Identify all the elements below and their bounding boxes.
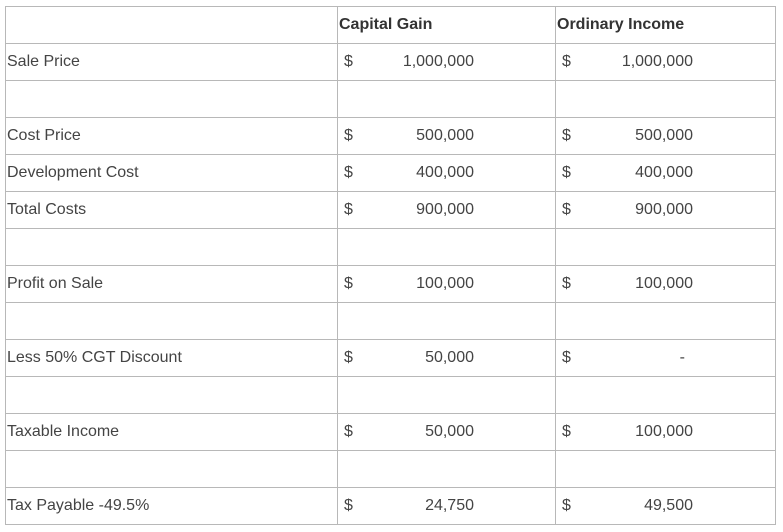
cg-value: 24,750	[425, 497, 474, 514]
header-ordinary-income-cell	[556, 7, 776, 44]
row-label-cell	[6, 155, 338, 192]
ordinary-income-cell	[556, 229, 776, 266]
cg-currency: $	[344, 423, 353, 440]
row-label-cell	[6, 192, 338, 229]
oi-currency: $	[562, 275, 571, 292]
row-label: Development Cost	[7, 164, 139, 181]
row-label: Tax Payable -49.5%	[7, 497, 150, 514]
capital-gain-cell	[338, 488, 556, 525]
ordinary-income-cell	[556, 118, 776, 155]
row-label	[6, 312, 7, 329]
oi-currency: $	[562, 497, 571, 514]
table-row-empty	[6, 303, 776, 340]
row-label: Total Costs	[7, 201, 87, 218]
header-ordinary-income: Ordinary Income	[557, 16, 685, 33]
cg-currency: $	[344, 201, 353, 218]
cg-value: 50,000	[425, 423, 474, 440]
table-row-empty	[6, 229, 776, 266]
oi-value: 400,000	[635, 164, 693, 181]
capital-gain-cell	[338, 451, 556, 488]
row-label-cell	[6, 229, 338, 266]
row-label	[6, 238, 7, 255]
ordinary-income-cell	[556, 266, 776, 303]
row-label	[6, 460, 7, 477]
header-capital-gain: Capital Gain	[339, 16, 433, 33]
table-row-empty	[6, 377, 776, 414]
capital-gain-cell	[338, 155, 556, 192]
row-label: Sale Price	[7, 53, 80, 70]
ordinary-income-cell	[556, 44, 776, 81]
ordinary-income-cell	[556, 81, 776, 118]
oi-value: 900,000	[635, 201, 693, 218]
oi-value: 500,000	[635, 127, 693, 144]
cg-value: 500,000	[416, 127, 474, 144]
ordinary-income-cell	[556, 192, 776, 229]
row-label-cell	[6, 377, 338, 414]
oi-value: 49,500	[644, 497, 693, 514]
capital-gain-cell	[338, 266, 556, 303]
tax-comparison-table	[5, 6, 776, 525]
oi-value: 100,000	[635, 275, 693, 292]
row-label-cell	[6, 118, 338, 155]
capital-gain-cell	[338, 303, 556, 340]
row-label-cell	[6, 414, 338, 451]
capital-gain-cell	[338, 340, 556, 377]
cg-value: 50,000	[425, 349, 474, 366]
table-body	[6, 7, 776, 525]
cg-currency: $	[344, 275, 353, 292]
row-label	[6, 90, 7, 107]
cg-currency: $	[344, 497, 353, 514]
capital-gain-cell	[338, 414, 556, 451]
oi-currency: $	[562, 349, 571, 366]
cg-currency: $	[344, 127, 353, 144]
header-label	[6, 16, 7, 33]
oi-value: 1,000,000	[621, 53, 693, 70]
oi-currency: $	[562, 164, 571, 181]
ordinary-income-cell	[556, 303, 776, 340]
row-label: Cost Price	[7, 127, 81, 144]
cg-value: 900,000	[416, 201, 474, 218]
oi-value: 100,000	[635, 423, 693, 440]
cg-currency: $	[344, 164, 353, 181]
row-label: Profit on Sale	[7, 275, 104, 292]
capital-gain-cell	[338, 377, 556, 414]
oi-currency: $	[562, 127, 571, 144]
row-label-cell	[6, 340, 338, 377]
cg-currency: $	[344, 349, 353, 366]
oi-currency: $	[562, 423, 571, 440]
table-row	[6, 266, 776, 303]
header-capital-gain-cell	[338, 7, 556, 44]
row-label-cell	[6, 266, 338, 303]
cg-value: 400,000	[416, 164, 474, 181]
table-row	[6, 44, 776, 81]
ordinary-income-cell	[556, 340, 776, 377]
row-label-cell	[6, 44, 338, 81]
capital-gain-cell	[338, 192, 556, 229]
header-label-cell	[6, 7, 338, 44]
oi-currency: $	[562, 53, 571, 70]
table-row	[6, 414, 776, 451]
oi-value: -	[679, 349, 685, 366]
table-row	[6, 155, 776, 192]
cg-currency: $	[344, 53, 353, 70]
header-row	[6, 7, 776, 44]
cg-value: 100,000	[416, 275, 474, 292]
row-label	[6, 386, 7, 403]
row-label-cell	[6, 303, 338, 340]
table-row	[6, 488, 776, 525]
capital-gain-cell	[338, 229, 556, 266]
ordinary-income-cell	[556, 155, 776, 192]
row-label-cell	[6, 451, 338, 488]
ordinary-income-cell	[556, 488, 776, 525]
table-row-empty	[6, 81, 776, 118]
table-row-empty	[6, 451, 776, 488]
row-label: Taxable Income	[7, 423, 120, 440]
table-row	[6, 340, 776, 377]
capital-gain-cell	[338, 118, 556, 155]
row-label-cell	[6, 488, 338, 525]
oi-currency: $	[562, 201, 571, 218]
ordinary-income-cell	[556, 377, 776, 414]
row-label: Less 50% CGT Discount	[7, 349, 182, 366]
row-label-cell	[6, 81, 338, 118]
table-row	[6, 118, 776, 155]
ordinary-income-cell	[556, 451, 776, 488]
table-row	[6, 192, 776, 229]
capital-gain-cell	[338, 44, 556, 81]
ordinary-income-cell	[556, 414, 776, 451]
cg-value: 1,000,000	[402, 53, 474, 70]
capital-gain-cell	[338, 81, 556, 118]
